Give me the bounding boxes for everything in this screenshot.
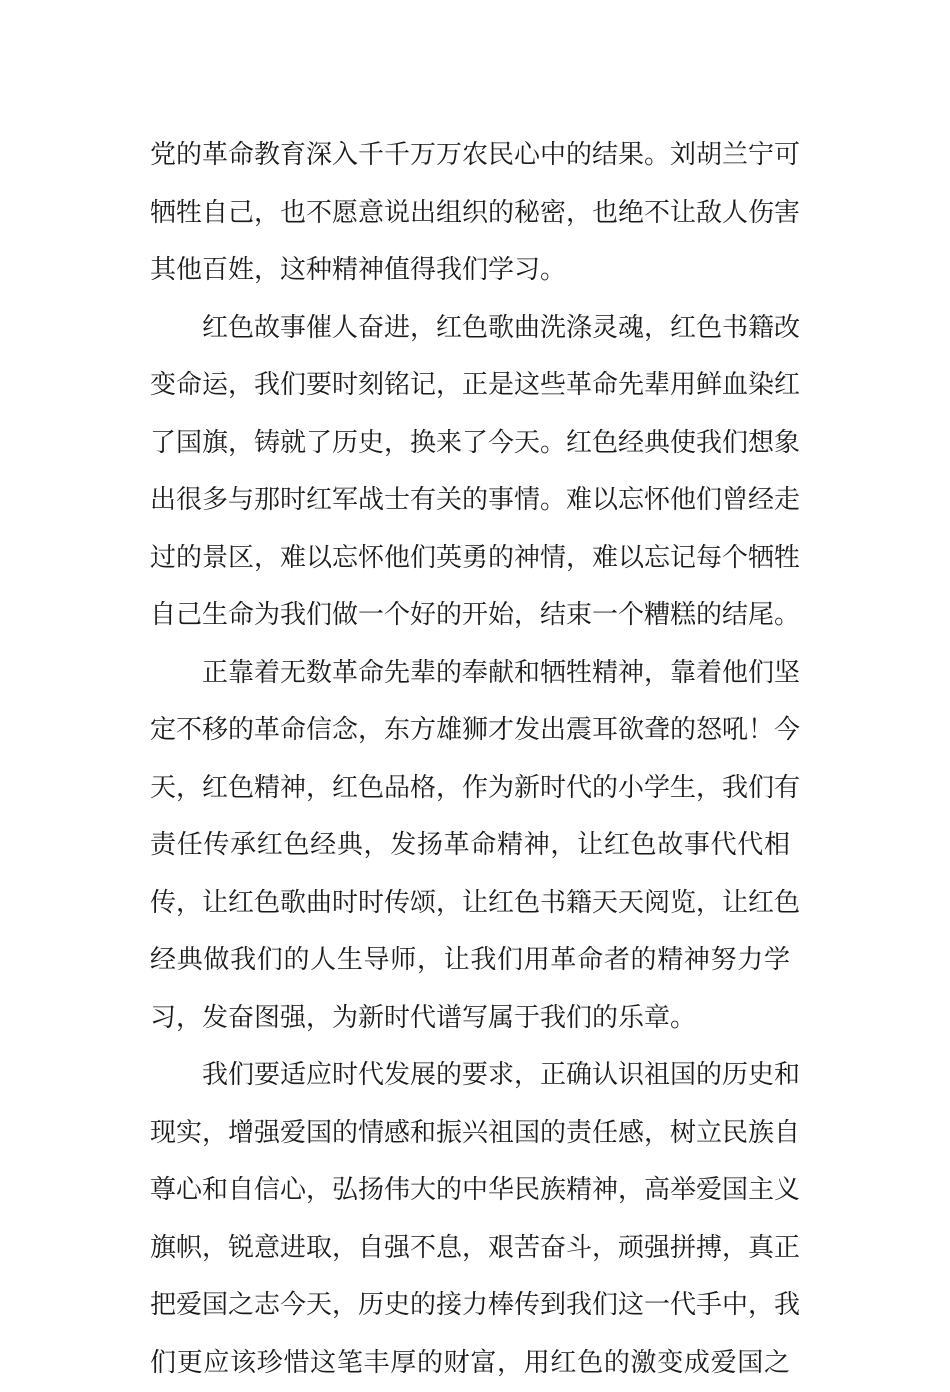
text-line: 天，红色精神，红色品格，作为新时代的小学生，我们有 [150, 760, 790, 818]
text-line: 把爱国之志今天，历史的接力棒传到我们这一代手中，我 [150, 1277, 790, 1335]
text-line: 尊心和自信心，弘扬伟大的中华民族精神，高举爱国主义 [150, 1162, 790, 1220]
text-line: 变命运，我们要时刻铭记，正是这些革命先辈用鲜血染红 [150, 357, 790, 415]
article-body [150, 127, 790, 1392]
paragraph-first-line: 正靠着无数革命先辈的奉献和牺牲精神，靠着他们坚 [150, 645, 790, 703]
text-line: 自己生命为我们做一个好的开始，结束一个糟糕的结尾。 [150, 587, 790, 645]
text-line: 责任传承红色经典，发扬革命精神，让红色故事代代相 [150, 817, 790, 875]
text-line: 出很多与那时红军战士有关的事情。难以忘怀他们曾经走 [150, 472, 790, 530]
text-line: 过的景区，难以忘怀他们英勇的神情，难以忘记每个牺牲 [150, 530, 790, 588]
text-line: 习，发奋图强，为新时代谱写属于我们的乐章。 [150, 990, 790, 1048]
text-line: 其他百姓，这种精神值得我们学习。 [150, 242, 790, 300]
text-line: 了国旗，铸就了历史，换来了今天。红色经典使我们想象 [150, 415, 790, 473]
text-line: 定不移的革命信念，东方雄狮才发出震耳欲聋的怒吼！今 [150, 702, 790, 760]
paragraph-first-line: 我们要适应时代发展的要求，正确认识祖国的历史和 [150, 1047, 790, 1105]
text-line: 党的革命教育深入千千万万农民心中的结果。刘胡兰宁可 [150, 127, 790, 185]
text-line: 旗帜，锐意进取，自强不息，艰苦奋斗，顽强拼搏，真正 [150, 1220, 790, 1278]
text-line: 们更应该珍惜这笔丰厚的财富，用红色的激变成爱国之 [150, 1335, 790, 1392]
text-line: 牺牲自己，也不愿意说出组织的秘密，也绝不让敌人伤害 [150, 185, 790, 243]
text-line: 经典做我们的人生导师，让我们用革命者的精神努力学 [150, 932, 790, 990]
text-line: 现实，增强爱国的情感和振兴祖国的责任感，树立民族自 [150, 1105, 790, 1163]
paragraph-first-line: 红色故事催人奋进，红色歌曲洗涤灵魂，红色书籍改 [150, 300, 790, 358]
text-line: 传，让红色歌曲时时传颂，让红色书籍天天阅览，让红色 [150, 875, 790, 933]
